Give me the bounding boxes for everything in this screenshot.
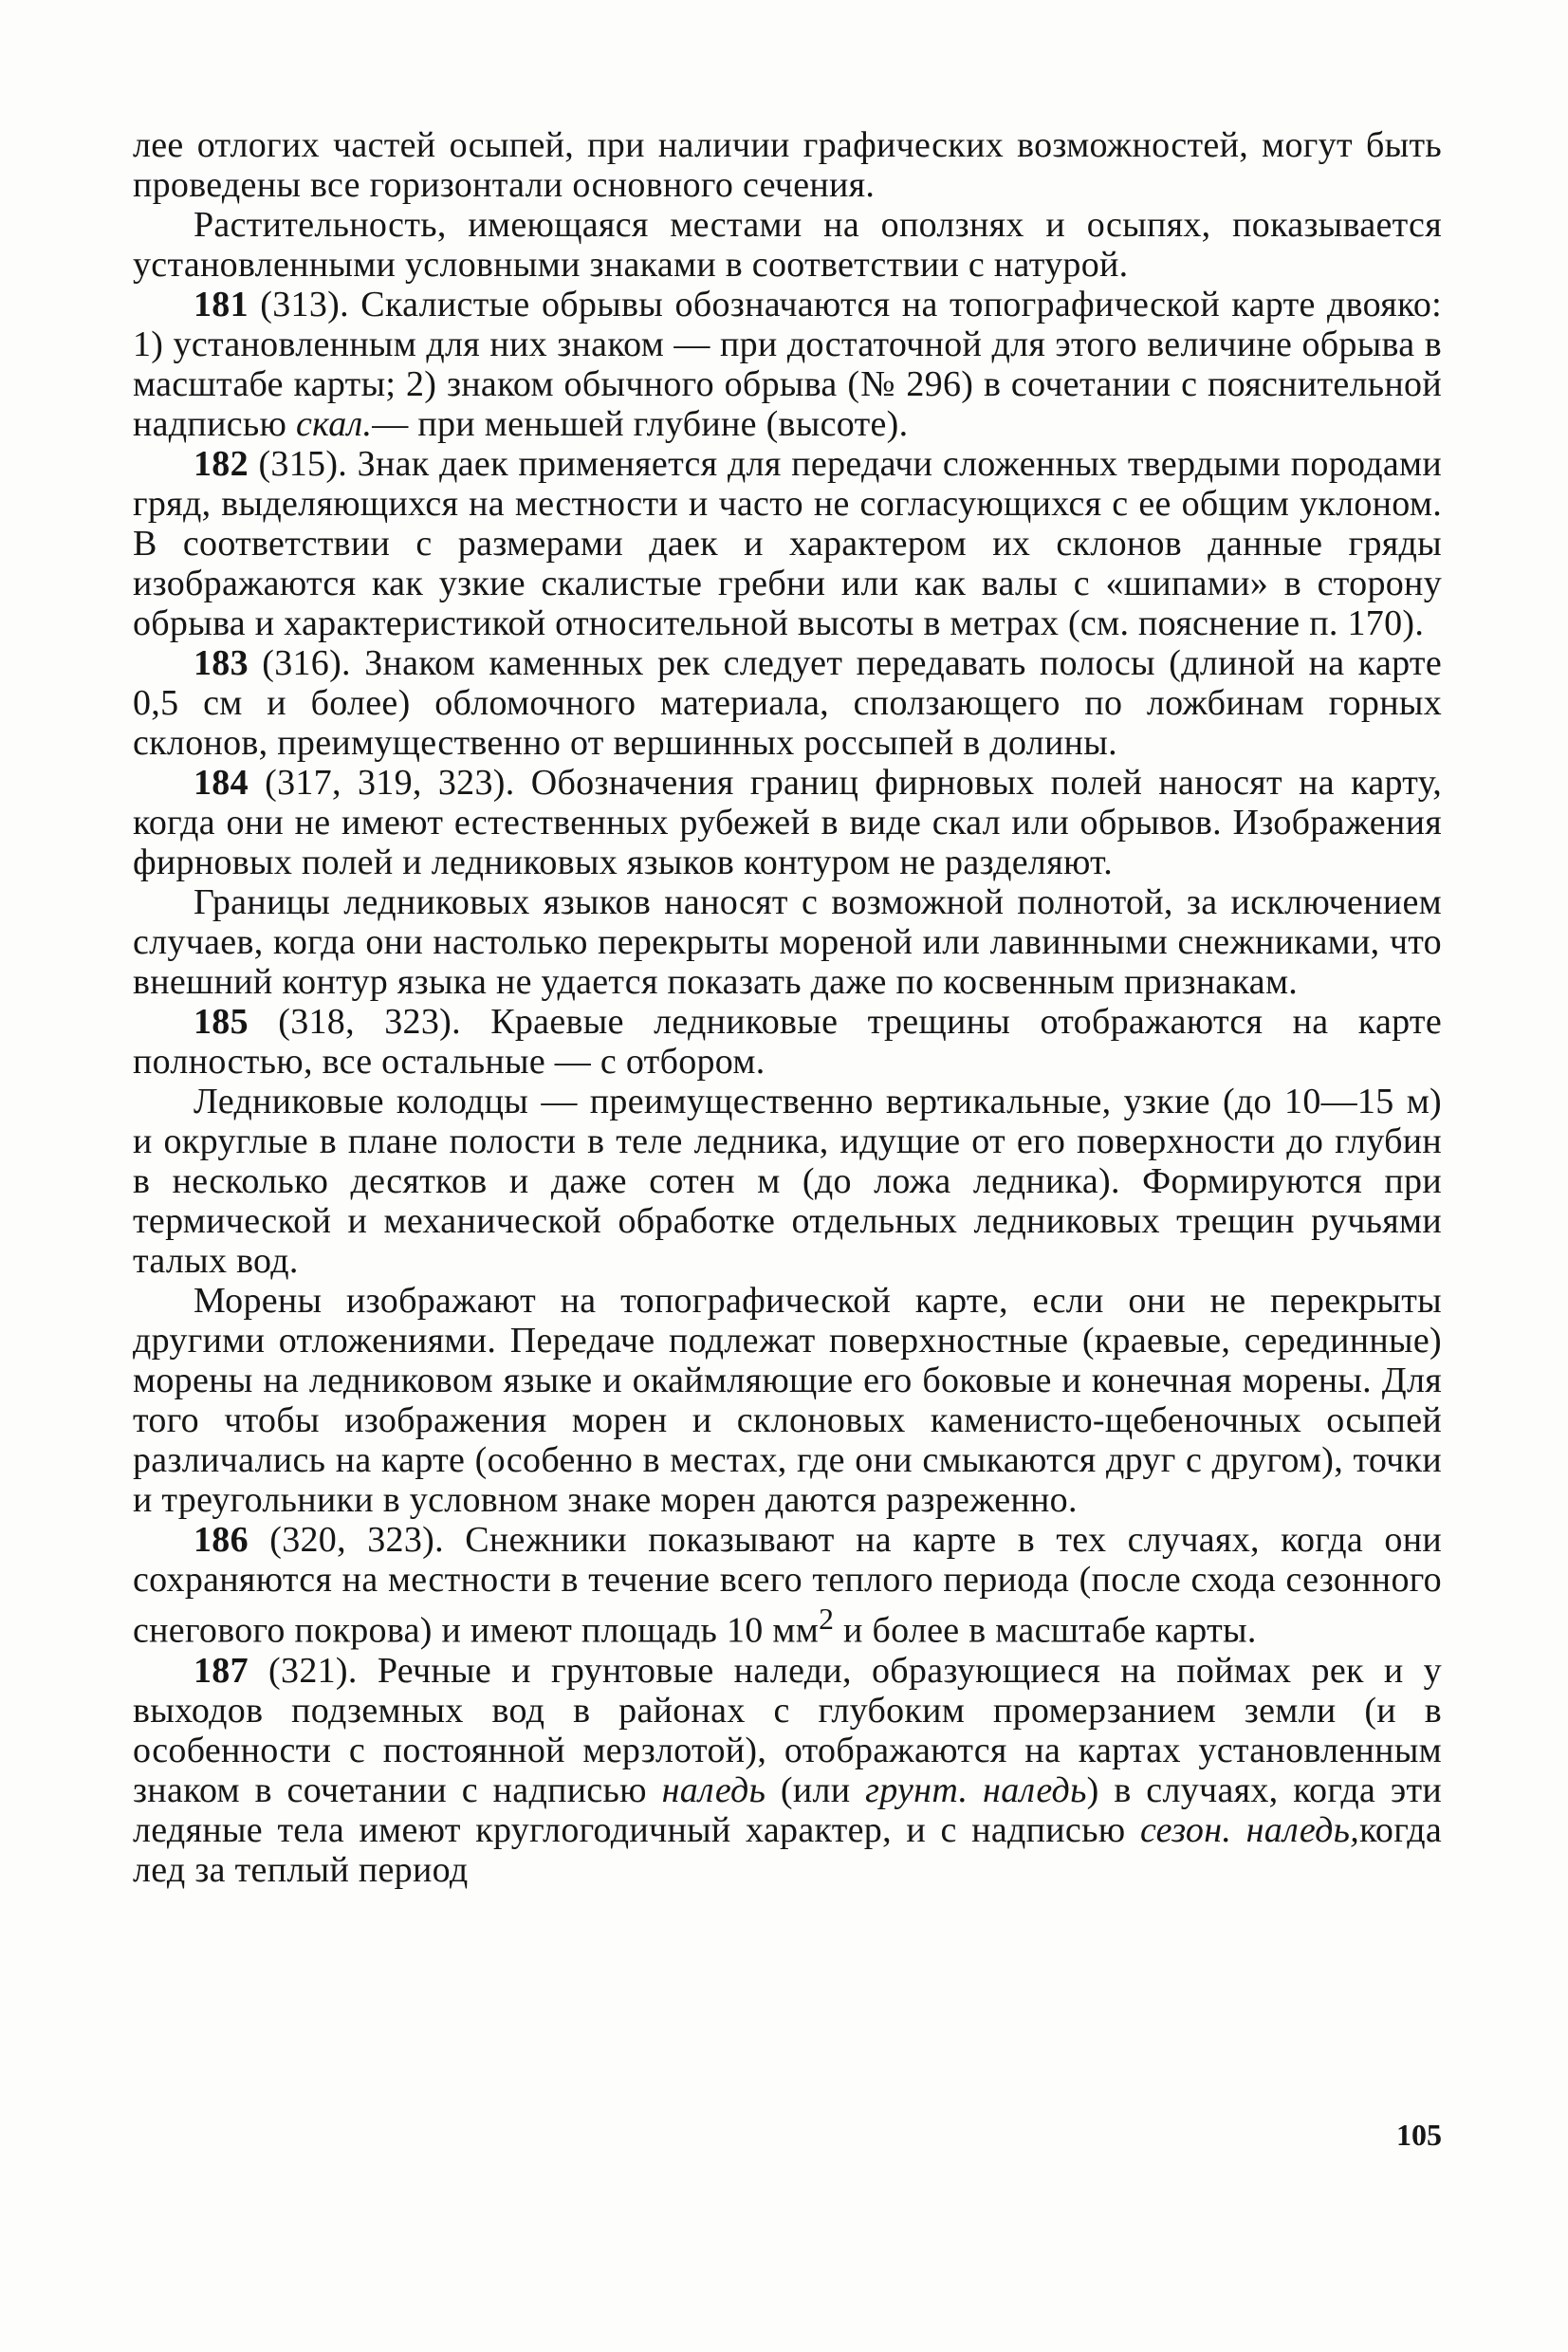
paragraph-text: (313). Скалистые обрывы обозначаются на топографической карте двояко: 1) установленным для них знаком — при достаточной для этого величине обрыва в масштабе карты; 2) знаком обычного обрыва (№ 296) в сочетании с пояснительной надписью [133, 285, 1442, 444]
page-body [133, 125, 1442, 1890]
paragraph [133, 1281, 1442, 1520]
italic-term: грунт. наледь [865, 1769, 1087, 1810]
paragraph-text: (320, 323). Снежники показывают на карте в тех случаях, когда они сохраняются на местности в течение всего теплого периода (после схода сезонного снегового покрова) и имеют площадь 10 мм [133, 1520, 1442, 1651]
italic-term: наледь [661, 1769, 766, 1810]
item-number: 187 [194, 1650, 249, 1691]
paragraph [133, 205, 1442, 285]
paragraph-continued [133, 125, 1442, 205]
paragraph-text: когда лед за теплый период [133, 1809, 1442, 1890]
paragraph-text: Растительность, имеющаяся местами на оползнях и осыпях, показывается установленными условными знаками в соответствии с натурой. [133, 205, 1442, 285]
page-number: 105 [1396, 2118, 1442, 2152]
item-number: 184 [194, 763, 249, 803]
paragraph-text: (321). Речные и грунтовые наледи, образующиеся на поймах рек и у выходов подземных вод в районах с глубоким промерзанием земли (и в особенности с постоянной мерзлотой), отображаются на картах установленным знаком в сочетании с надписью [133, 1650, 1442, 1810]
item-number: 186 [194, 1520, 249, 1560]
paragraph-text: (318, 323). Краевые ледниковые трещины отображаются на карте полностью, все остальные — с отбором. [133, 1002, 1442, 1082]
paragraph [133, 1082, 1442, 1281]
paragraph-text: — при меньшей глубине (высоте). [372, 404, 909, 444]
italic-term: скал. [296, 404, 373, 444]
paragraph-text: и более в масштабе карты. [834, 1610, 1257, 1651]
item-number: 183 [194, 643, 249, 683]
paragraph-item-186 [133, 1520, 1442, 1651]
item-number: 185 [194, 1002, 249, 1042]
paragraph-text: (317, 319, 323). Обозначения границ фирновых полей наносят на карту, когда они не имеют естественных рубежей в виде скал или обрывов. Изображения фирновых полей и ледниковых языков контуром не разделяют. [133, 763, 1442, 882]
paragraph-item-182 [133, 444, 1442, 643]
paragraph-text: Границы ледниковых языков наносят с возможной полнотой, за исключением случаев, когда они настолько перекрыты мореной или лавинными снежниками, что внешний контур языка не удается показать даже по косвенным признакам. [133, 882, 1442, 1002]
item-number: 182 [194, 444, 249, 484]
paragraph-text: (или [766, 1769, 866, 1810]
paragraph-text: Морены изображают на топографической карте, если они не перекрыты другими отложениями. Передаче подлежат поверхностные (краевые, серединные) морены на ледниковом языке и окаймляющие его боковые и конечная морены. Для того чтобы изображения морен и склоновых каменисто-щебеночных осыпей различались на карте (особенно в местах, где они смыкаются друг с другом), точки и треугольники в условном знаке морен даются разреженно. [133, 1281, 1442, 1520]
paragraph-item-184 [133, 763, 1442, 882]
item-number: 181 [194, 285, 249, 324]
paragraph-item-181 [133, 285, 1442, 444]
paragraph-item-187 [133, 1651, 1442, 1890]
paragraph-text: Ледниковые колодцы — преимущественно вертикальные, узкие (до 10—15 м) и округлые в плане полости в теле ледника, идущие от его поверхности до глубин в несколько десятков и даже сотен м (до ложа ледника). Формируются при термической и механической обработке отдельных ледниковых трещин ручьями талых вод. [133, 1082, 1442, 1281]
superscript: 2 [819, 1602, 835, 1636]
paragraph [133, 882, 1442, 1002]
italic-term: сезон. наледь, [1139, 1809, 1360, 1850]
paragraph-text: (315). Знак даек применяется для передачи сложенных твердыми породами гряд, выделяющихся на местности и часто не согласующихся с ее общим уклоном. В соответствии с размерами даек и характером их склонов данные гряды изображаются как узкие скалистые гребни или как валы с «шипами» в сторону обрыва и характеристикой относительной высоты в метрах (см. пояснение п. 170). [133, 444, 1442, 643]
paragraph-text: лее отлогих частей осыпей, при наличии графических возможностей, могут быть проведены все горизонтали основного сечения. [133, 125, 1442, 205]
paragraph-text: ) в случаях, когда эти ледяные тела имеют круглогодичный характер, и с надписью [133, 1769, 1442, 1850]
paragraph-item-185 [133, 1002, 1442, 1082]
paragraph-text: (316). Знаком каменных рек следует передавать полосы (длиной на карте 0,5 см и более) обломочного материала, сползающего по ложбинам горных склонов, преимущественно от вершинных россыпей в долины. [133, 643, 1442, 763]
paragraph-item-183 [133, 643, 1442, 763]
